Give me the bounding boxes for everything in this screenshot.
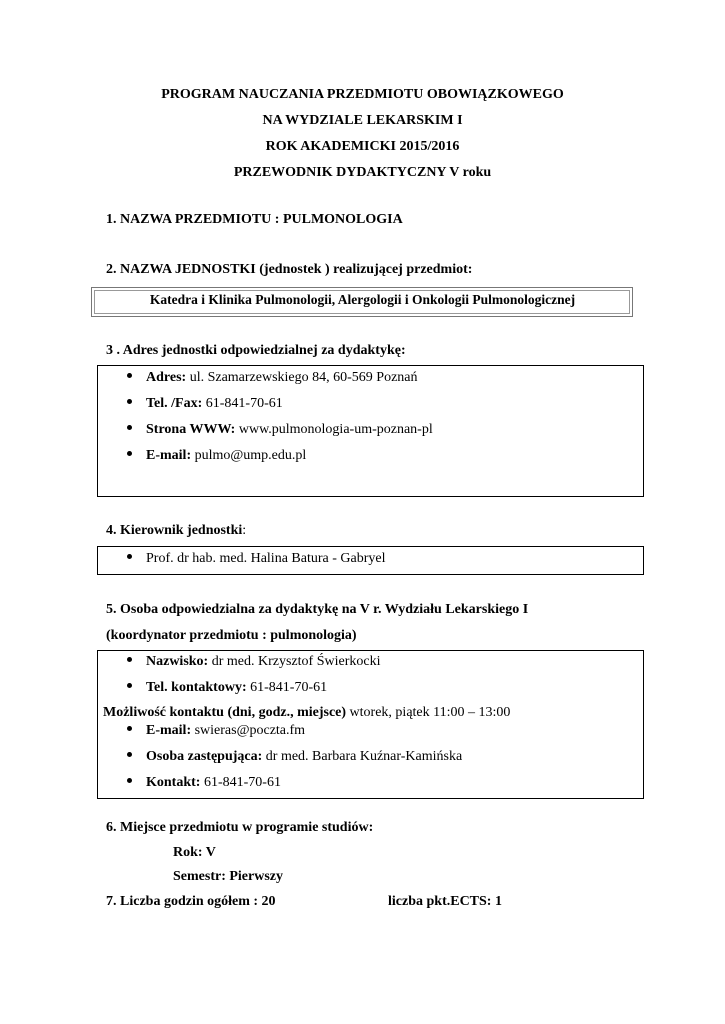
doc-title-line-1: PROGRAM NAUCZANIA PRZEDMIOTU OBOWIĄZKOWEGO [161,87,564,102]
bullet-icon [127,373,132,378]
deputy-contact-item [127,775,281,791]
bullet-icon [127,451,132,456]
contact-hours-label: Możliwość kontaktu (dni, godz., miejsce) [103,705,347,720]
address-value: ul. Szamarzewskiego 84, 60-569 Poznań [186,370,418,385]
email-value: pulmo@ump.edu.pl [191,448,307,463]
section-4-heading [106,523,246,539]
bullet-icon [127,778,132,783]
section-6-heading: 6. Miejsce przedmiotu w programie studiów: [106,820,374,835]
doc-title-line-4: PRZEWODNIK DYDAKTYCZNY V roku [233,165,492,180]
coordinator-email-label: E-mail: [146,723,192,738]
surname-item [127,654,380,670]
phone-fax-item [127,396,283,412]
section-2-heading: 2. NAZWA JEDNOSTKI (jednostek ) realizującej przedmiot: [106,262,473,277]
ects-points: liczba pkt.ECTS: 1 [388,894,502,909]
surname-label: Nazwisko: [146,654,209,669]
section-4-heading-text: 4. Kierownik jednostki [106,523,243,538]
head-name: Prof. dr hab. med. Halina Batura - Gabryel [146,551,386,566]
bullet-icon [127,683,132,688]
unit-name: Katedra i Klinika Pulmonologii, Alergologii i Onkologii Pulmonologicznej [149,292,576,307]
address-item [127,370,418,386]
deputy-value: dr med. Barbara Kuźnar-Kamińska [262,749,463,764]
section-5-heading-line-2: (koordynator przedmiotu : pulmonologia) [106,628,357,643]
deputy-item [127,749,462,765]
surname-value: dr med. Krzysztof Świerkocki [208,654,381,669]
doc-title-line-2: NA WYDZIALE LEKARSKIM I [262,113,463,128]
phone-fax-label: Tel. /Fax: [146,396,203,411]
deputy-label: Osoba zastępująca: [146,749,263,764]
website-label: Strona WWW: [146,422,236,437]
address-label: Adres: [146,370,187,385]
contact-phone-item [127,680,327,696]
contact-phone-value: 61-841-70-61 [246,680,328,695]
bullet-icon [127,657,132,662]
website-value: www.pulmonologia-um-poznan-pl [235,422,433,437]
bullet-icon [127,554,132,559]
bullet-icon [127,425,132,430]
total-hours: 7. Liczba godzin ogółem : 20 [106,894,276,909]
head-item [127,551,385,567]
contact-hours-value: wtorek, piątek 11:00 – 13:00 [346,705,511,720]
email-item [127,448,306,464]
bullet-icon [127,726,132,731]
study-year: Rok: V [173,845,216,860]
bullet-icon [127,399,132,404]
coordinator-email-item [127,723,305,739]
study-semester: Semestr: Pierwszy [173,869,284,884]
website-item [127,422,433,438]
section-3-heading: 3 . Adres jednostki odpowiedzialnej za dydaktykę: [106,343,406,358]
email-label: E-mail: [146,448,192,463]
deputy-contact-label: Kontakt: [146,775,201,790]
contact-phone-label: Tel. kontaktowy: [146,680,247,695]
doc-title-line-3: ROK AKADEMICKI 2015/2016 [265,139,460,154]
section-4-colon: : [242,523,247,538]
phone-fax-value: 61-841-70-61 [202,396,283,411]
contact-hours-row [103,705,510,721]
bullet-icon [127,752,132,757]
coordinator-email-value: swieras@poczta.fm [191,723,306,738]
section-5-heading-line-1: 5. Osoba odpowiedzialna za dydaktykę na V r. Wydziału Lekarskiego I [106,602,529,617]
deputy-contact-value: 61-841-70-61 [200,775,281,790]
section-1-heading: 1. NAZWA PRZEDMIOTU : PULMONOLOGIA [106,212,403,227]
